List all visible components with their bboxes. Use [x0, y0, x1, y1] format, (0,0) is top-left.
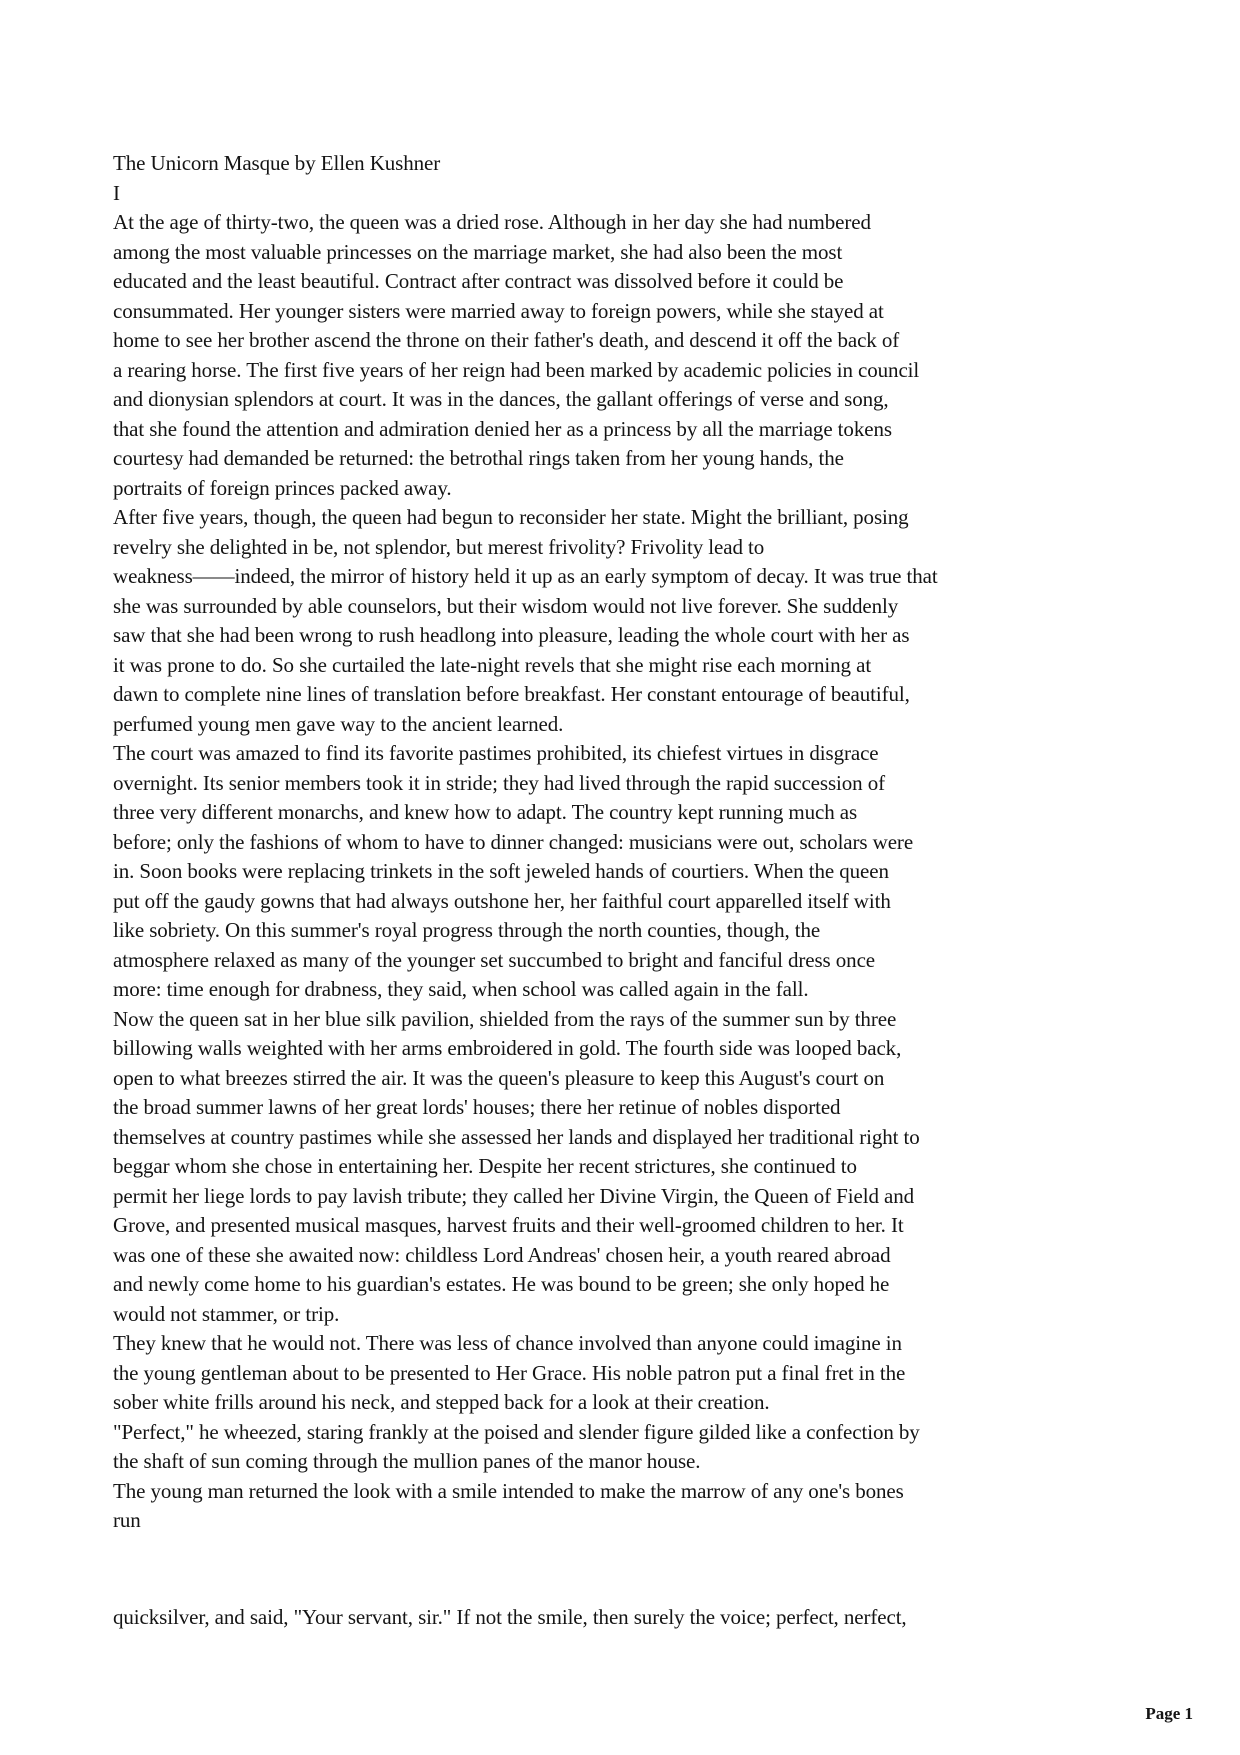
text-line: They knew that he would not. There was less of chance involved than anyone could imagine in	[113, 1331, 902, 1355]
text-line: saw that she had been wrong to rush headlong into pleasure, leading the whole court with her as	[113, 623, 910, 647]
text-line: portraits of foreign princes packed away.	[113, 475, 452, 500]
text-line: permit her liege lords to pay lavish tribute; they called her Divine Virgin, the Queen of Field and	[113, 1183, 915, 1208]
text-line: was one of these she awaited now: childless Lord Andreas' chosen heir, a youth reared abroad	[113, 1242, 891, 1267]
text-line: atmosphere relaxed as many of the younger set succumbed to bright and fanciful dress once	[113, 947, 876, 972]
text-line: the young gentleman about to be presented to Her Grace. His noble patron put a final fret in the	[113, 1360, 906, 1385]
body-lines	[113, 208, 1240, 1536]
text-line: in. Soon books were replacing trinkets in the soft jeweled hands of courtiers. When the queen	[113, 859, 889, 883]
text-line: The young man returned the look with a smile intended to make the marrow of any one's bones	[113, 1478, 904, 1503]
text-line: educated and the least beautiful. Contract after contract was dissolved before it could be	[113, 269, 844, 293]
text-line: a rearing horse. The first five years of her reign had been marked by academic policies in council	[113, 357, 920, 382]
section-numeral: I	[113, 180, 120, 205]
text-line: dawn to complete nine lines of translation before breakfast. Her constant entourage of beautiful,	[113, 682, 910, 706]
text-line: overnight. Its senior members took it in stride; they had lived through the rapid succession of	[113, 770, 886, 795]
text-line: Grove, and presented musical masques, harvest fruits and their well-groomed children to her. It	[113, 1213, 904, 1237]
text-line: before; only the fashions of whom to have to dinner changed: musicians were out, scholars were	[113, 829, 914, 854]
text-line: themselves at country pastimes while she assessed her lands and displayed her traditional right to	[113, 1124, 920, 1149]
text-line: run	[113, 1508, 141, 1532]
document-heading: The Unicorn Masque by Ellen Kushner	[113, 151, 441, 175]
text-line: and newly come home to his guardian's estates. He was bound to be green; she only hoped he	[113, 1272, 890, 1296]
text-line: that she found the attention and admiration denied her as a princess by all the marriage tokens	[113, 416, 892, 441]
text-line: and dionysian splendors at court. It was in the dances, the gallant offerings of verse and song,	[113, 387, 889, 411]
text-line: the shaft of sun coming through the mullion panes of the manor house.	[113, 1449, 701, 1473]
text-line: After five years, though, the queen had begun to reconsider her state. Might the brilliant, posing	[113, 505, 909, 529]
text-line: beggar whom she chose in entertaining her. Despite her recent strictures, she continued to	[113, 1154, 857, 1178]
text-line: put off the gaudy gowns that had always outshone her, her faithful court apparelled itself with	[113, 888, 891, 913]
text-line: more: time enough for drabness, they said, when school was called again in the fall.	[113, 977, 809, 1001]
page-number: Page 1	[1145, 1704, 1193, 1723]
text-line: among the most valuable princesses on the marriage market, she had also been the most	[113, 239, 843, 264]
text-line: the broad summer lawns of her great lords' houses; there her retinue of nobles disported	[113, 1095, 841, 1119]
text-line: three very different monarchs, and knew how to adapt. The country kept running much as	[113, 800, 858, 824]
text-line: would not stammer, or trip.	[113, 1301, 340, 1326]
text-line: perfumed young men gave way to the ancient learned.	[113, 711, 564, 736]
text-block	[113, 149, 1240, 1632]
text-line: sober white frills around his neck, and stepped back for a look at their creation.	[113, 1390, 770, 1414]
text-line: courtesy had demanded be returned: the betrothal rings taken from her young hands, the	[113, 446, 844, 470]
text-line: it was prone to do. So she curtailed the late-night revels that she might rise each morning at	[113, 652, 872, 677]
text-line: Now the queen sat in her blue silk pavilion, shielded from the rays of the summer sun by three	[113, 1006, 897, 1031]
text-line: revelry she delighted in be, not splendor, but merest frivolity? Frivolity lead to	[113, 534, 765, 559]
text-line: she was surrounded by able counselors, but their wisdom would not live forever. She suddenly	[113, 593, 899, 618]
continuation-line: quicksilver, and said, "Your servant, sir." If not the smile, then surely the voice; perfect, nerfect,	[113, 1604, 907, 1629]
text-line: open to what breezes stirred the air. It was the queen's pleasure to keep this August's court on	[113, 1065, 885, 1090]
text-line: home to see her brother ascend the throne on their father's death, and descend it off the back of	[113, 328, 900, 352]
text-line: "Perfect," he wheezed, staring frankly at the poised and slender figure gilded like a confection by	[113, 1419, 920, 1444]
text-line: At the age of thirty-two, the queen was a dried rose. Although in her day she had numbered	[113, 210, 871, 234]
text-line: like sobriety. On this summer's royal progress through the north counties, though, the	[113, 918, 821, 942]
text-line: billowing walls weighted with her arms embroidered in gold. The fourth side was looped back,	[113, 1036, 902, 1060]
text-line: consummated. Her younger sisters were married away to foreign powers, while she stayed at	[113, 298, 884, 323]
text-line: weakness——indeed, the mirror of history held it up as an early symptom of decay. It was true that	[113, 564, 938, 588]
text-line: The court was amazed to find its favorite pastimes prohibited, its chiefest virtues in disgrace	[113, 741, 879, 765]
page-break-gap	[113, 1536, 1240, 1603]
